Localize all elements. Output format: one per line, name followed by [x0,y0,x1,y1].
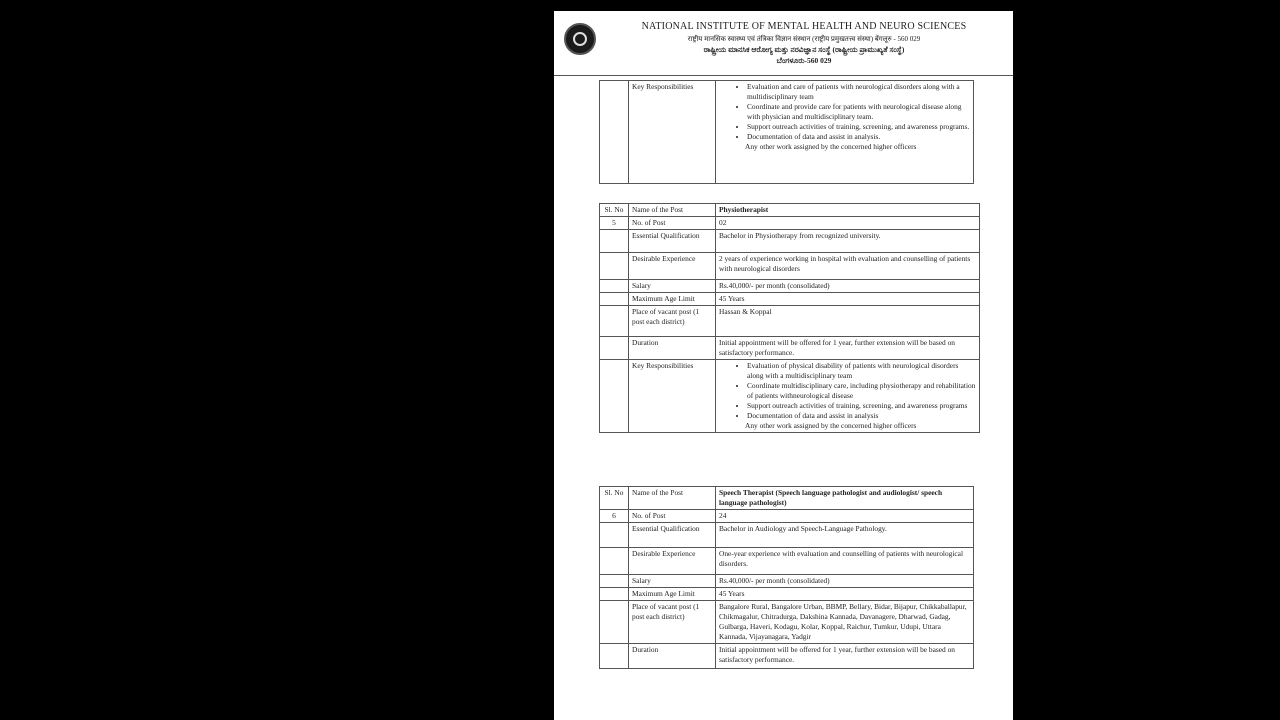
key-responsibilities-label: Key Responsibilities [629,359,716,432]
place-label: Place of vacant post (1 post each district) [629,305,716,336]
place-value: Bangalore Rural, Bangalore Urban, BBMP, Bellary, Bidar, Bijapur, Chikkaballapur, Chikmagalur, Chitradurga, Dakshina Kannada, Davanagere, Dharwad, Gadag, Gulbarga, Haveri, Kodagu, Kolar, Koppal, Raichur, Tumkur, Udupi, Uttara Kannada, Vijayanagara, Yadgir [716,600,974,643]
duration-label: Duration [629,336,716,359]
table-row [600,292,980,305]
list-item: • Support outreach activities of training, screening, and awareness programs [747,401,976,411]
table-row [600,487,974,510]
no-of-post-value: 24 [716,509,974,522]
list-item: • Coordinate multidisciplinary care, including physiotherapy and rehabilitation of patients withneurological disease [747,381,976,401]
table-row [600,229,980,252]
essential-qualification-label: Essential Qualification [629,522,716,547]
essential-qualification-value: Bachelor in Physiotherapy from recognized university. [716,229,980,252]
salary-label: Salary [629,279,716,292]
essential-qualification-value: Bachelor in Audiology and Speech-Language Pathology. [716,522,974,547]
list-item: • Evaluation of physical disability of patients with neurological disorders along with a multidisciplinary team [747,361,976,381]
previous-post-table-fragment [599,80,974,184]
sl-no-header: Sl. No [600,487,629,510]
max-age-label: Maximum Age Limit [629,292,716,305]
max-age-value: 45 Years [716,292,980,305]
essential-qualification-label: Essential Qualification [629,229,716,252]
desirable-experience-value: 2 years of experience working in hospital with evaluation and counselling of patients with neurological disorders [716,252,980,279]
post-6-table [599,486,974,669]
institute-name-kannada: ರಾಷ್ಟ್ರೀಯ ಮಾನಸಿಕ ಆರೋಗ್ಯ ಮತ್ತು ನರವಿಜ್ಞಾನ ಸಂಸ್ಥೆ (ರಾಷ್ಟ್ರೀಯ ಪ್ರಾಮುಖ್ಯತೆ ಸಂಸ್ಥೆ) [703,45,905,54]
desirable-experience-label: Desirable Experience [629,547,716,574]
key-responsibilities-value [716,81,974,184]
key-responsibilities-value [716,359,980,432]
responsibility-closing: Any other work assigned by the concerned higher officers [745,141,917,151]
place-value: Hassan & Koppal [716,305,980,336]
max-age-label: Maximum Age Limit [629,587,716,600]
list-item: • Evaluation and care of patients with neurological disorders along with a multidisciplinary team [747,82,970,102]
institute-name-english: NATIONAL INSTITUTE OF MENTAL HEALTH AND NEURO SCIENCES [641,21,967,32]
post-5-table [599,203,980,433]
list-item: • Documentation of data and assist in analysis [747,411,976,421]
responsibility-closing: Any other work assigned by the concerned higher officers [745,420,917,430]
sl-no-value: 6 [600,509,629,522]
table-row [600,359,980,432]
document-page [554,11,1013,720]
table-row [600,336,980,359]
place-label: Place of vacant post (1 post each district) [629,600,716,643]
desirable-experience-value: One-year experience with evaluation and counselling of patients with neurological disorders. [716,547,974,574]
table-row [600,305,980,336]
desirable-experience-label: Desirable Experience [629,252,716,279]
salary-value: Rs.40,000/- per month (consolidated) [716,574,974,587]
no-of-post-value: 02 [716,216,980,229]
table-row [600,574,974,587]
post-name-value: Speech Therapist (Speech language pathologist and audiologist/ speech language pathologist) [716,487,974,510]
institute-name-hindi: राष्ट्रीय मानसिक स्वास्थ्य एवं तंत्रिका विज्ञान संस्थान (राष्ट्रीय प्रमुखतत्त्व संस्था) बेंगलूरु - 560 029 [687,35,921,43]
table-row [600,81,974,184]
salary-value: Rs.40,000/- per month (consolidated) [716,279,980,292]
name-of-post-label: Name of the Post [629,487,716,510]
no-of-post-label: No. of Post [629,216,716,229]
table-row [600,600,974,643]
list-item: • Coordinate and provide care for patients with neurological disease along with physician and multidisciplinary team. [747,102,970,122]
responsibility-list [719,82,970,142]
post-name-value: Physiotherapist [716,204,980,217]
duration-value: Initial appointment will be offered for 1 year, further extension will be based on satisfactory performance. [716,336,980,359]
sl-no-header: Sl. No [600,204,629,217]
table-row [600,252,980,279]
responsibility-list [719,361,976,421]
key-responsibilities-label: Key Responsibilities [629,81,716,184]
table-row [600,643,974,668]
salary-label: Salary [629,574,716,587]
duration-label: Duration [629,643,716,668]
list-item: • Support outreach activities of training, screening, and awareness programs. [747,122,970,132]
duration-value: Initial appointment will be offered for 1 year, further extension will be based on satisfactory performance. [716,643,974,668]
list-item: • Documentation of data and assist in analysis. [747,132,970,142]
table-row [600,279,980,292]
no-of-post-label: No. of Post [629,509,716,522]
table-row [600,509,974,522]
sl-no-value: 5 [600,216,629,229]
table-row [600,522,974,547]
institute-city-kannada: ಬೆಂಗಳೂರು-560 029 [776,56,832,65]
max-age-value: 45 Years [716,587,974,600]
table-row [600,216,980,229]
institute-logo [564,23,596,55]
table-row [600,587,974,600]
table-row [600,547,974,574]
institute-letterhead [554,11,1013,76]
table-row [600,204,980,217]
name-of-post-label: Name of the Post [629,204,716,217]
